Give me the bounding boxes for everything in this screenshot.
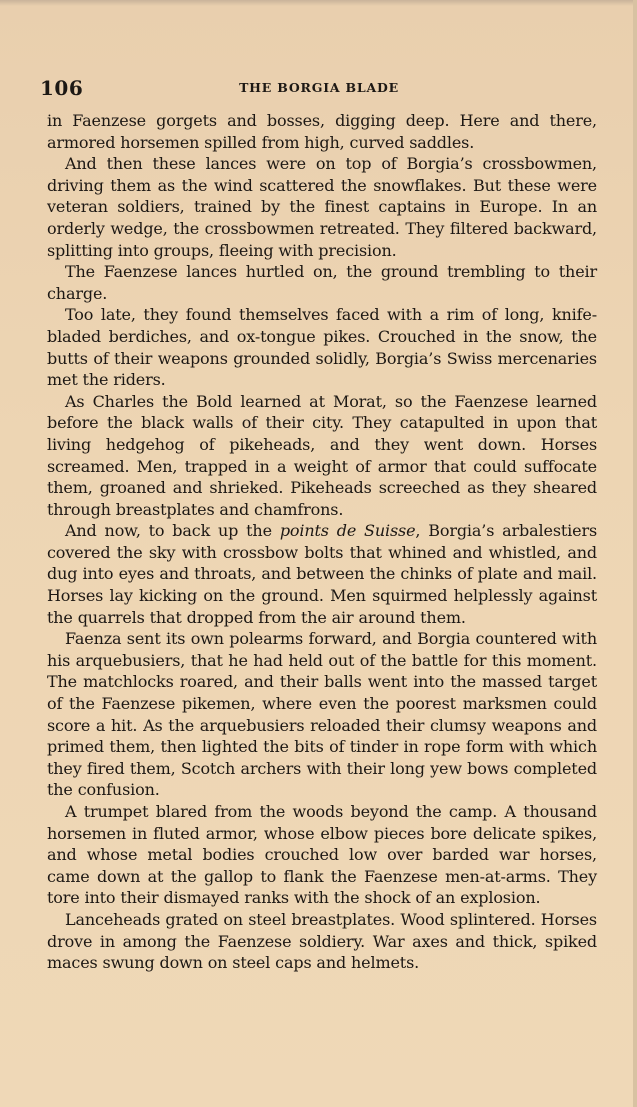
page-number: 106 bbox=[40, 76, 84, 100]
paragraph-3: The Faenzese lances hurtled on, the ground trembling to their charge. bbox=[47, 262, 597, 303]
page-top-edge bbox=[0, 0, 637, 6]
paragraph-4: Too late, they found themselves faced with a rim of long, knife-bladed berdiches, and ox-tongue pikes. Crouched in the snow, the butts of their weapons grounded solidly, Borgia’s Swiss mercenaries met the riders. bbox=[47, 305, 597, 390]
paragraph-6-after: , Borgia’s arbalestiers covered the sky with crossbow bolts that whined and whistled, and dug into eyes and throats, and between the chinks of plate and mail. Horses lay kicking on the ground. Men squirmed helplessly against the quarrels that dropped from the air around them. bbox=[47, 521, 598, 627]
paragraph-7: Faenza sent its own polearms forward, and Borgia countered with his arquebusiers, that he had held out of the battle for this moment. The matchlocks roared, and their balls went into the massed target of the Faenzese pikemen, where even the poorest marksmen could score a hit. As the arquebusiers reloaded their clumsy weapons and primed them, then lighted the bits of tinder in rope form with which they fired them, Scotch archers with their long yew bows completed the confusion. bbox=[47, 629, 597, 800]
running-head: THE BORGIA BLADE bbox=[239, 80, 399, 95]
paragraph-6-before: And now, to back up the bbox=[65, 521, 280, 541]
paragraph-8: A trumpet blared from the woods beyond the camp. A thousand horsemen in fluted armor, whose elbow pieces bore delicate spikes, and whose metal bodies crouched low over barded war horses, came down at the gallop to flank the Faenzese men-at-arms. They tore into their dismayed ranks with the shock of an explosion. bbox=[47, 802, 597, 908]
italic-phrase: points de Suisse bbox=[279, 521, 416, 541]
paragraph-5: As Charles the Bold learned at Morat, so the Faenzese learned before the black walls of their city. They catapulted in upon that living hedgehog of pikeheads, and they went down. Horses screamed. Men, trapped in a weight of armor that could suffocate them, groaned and shrieked. Pikeheads screeched as they sheared through breastplates and chamfrons. bbox=[47, 391, 597, 519]
paragraph-1: in Faenzese gorgets and bosses, digging deep. Here and there, armored horsemen spilled from high, curved saddles. bbox=[47, 111, 597, 152]
paragraph-6 bbox=[47, 520, 597, 628]
page-header bbox=[40, 76, 598, 104]
paragraph-9: Lanceheads grated on steel breastplates. Wood splintered. Horses drove in among the Faenzese soldiery. War axes and thick, spiked maces swung down on steel caps and helmets. bbox=[47, 909, 597, 973]
page-right-edge bbox=[633, 0, 637, 1107]
paragraph-2: And then these lances were on top of Borgia’s crossbowmen, driving them as the wind scattered the snowflakes. But these were veteran soldiers, trained by the finest captains in Europe. In an orderly wedge, the crossbowmen retreated. They filtered backward, splitting into groups, fleeing with precision. bbox=[47, 154, 597, 260]
body-text bbox=[47, 110, 597, 974]
